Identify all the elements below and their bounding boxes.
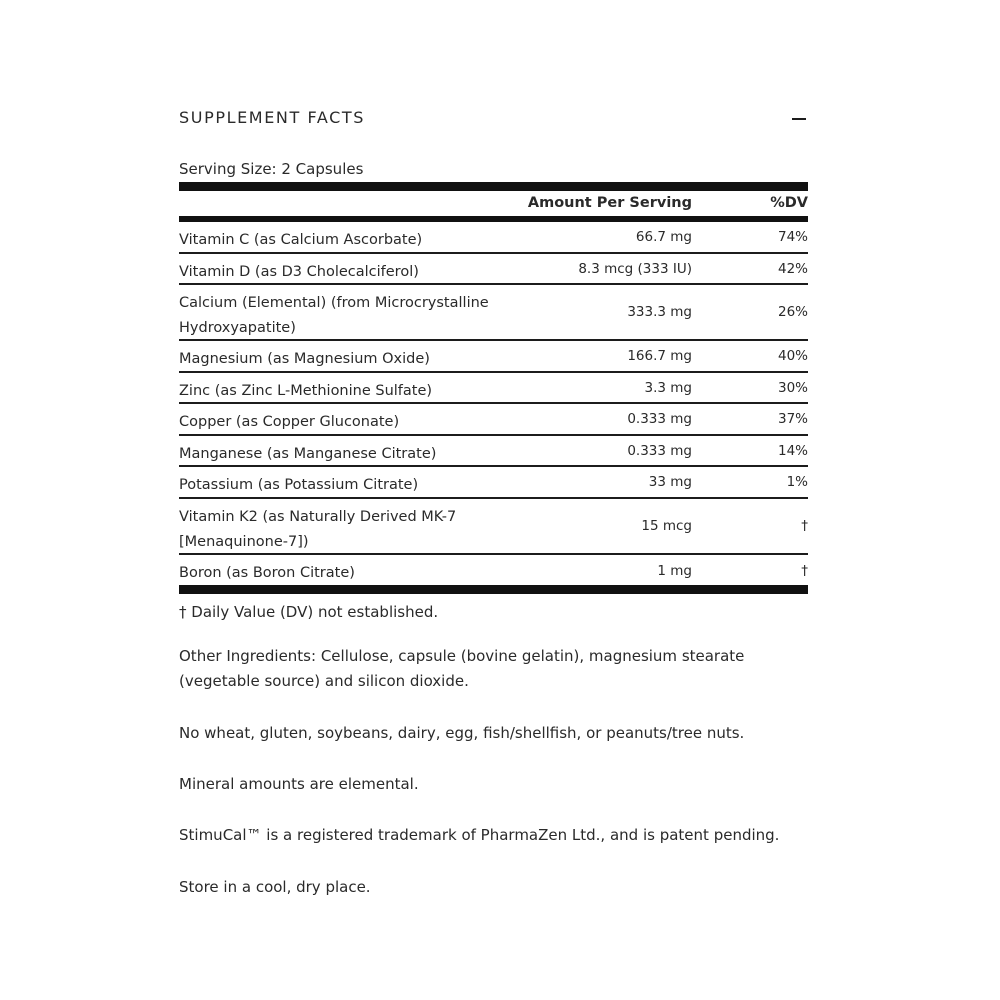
column-header-amount: Amount Per Serving [527, 195, 692, 211]
nutrient-dv: 26% [777, 304, 808, 320]
nutrient-name: Calcium (Elemental) (from Microcrystalline Hydroxyapatite) [179, 295, 489, 336]
column-header-dv: %DV [770, 195, 808, 211]
table-header-row [179, 191, 808, 216]
table-top-rule [179, 182, 808, 191]
nutrient-name: Manganese (as Manganese Citrate) [179, 445, 437, 462]
nutrient-name: Boron (as Boron Citrate) [179, 564, 355, 581]
nutrient-amount: 8.3 mcg (333 IU) [578, 260, 692, 277]
nutrient-amount: 3.3 mg [644, 379, 692, 396]
table-row [179, 436, 808, 468]
nutrient-dv: 40% [777, 348, 808, 364]
nutrient-name: Copper (as Copper Gluconate) [179, 414, 400, 430]
nutrient-dv: 30% [777, 379, 808, 396]
trademark-note: StimuCal™ is a registered trademark of PharmaZen Ltd., and is patent pending. [179, 826, 780, 844]
other-ingredients: Other Ingredients: Cellulose, capsule (bovine gelatin), magnesium stearate (vegetable source) and silicon dioxide. [179, 647, 745, 690]
table-row [179, 222, 808, 254]
nutrient-name: Magnesium (as Magnesium Oxide) [179, 351, 430, 367]
nutrient-amount: 0.333 mg [627, 411, 692, 427]
table-bottom-rule [179, 585, 808, 594]
table-row [179, 341, 808, 373]
table-row [179, 467, 808, 499]
supplement-facts-panel [179, 108, 808, 896]
table-row [179, 285, 808, 341]
table-row [179, 404, 808, 436]
serving-size: Serving Size: 2 Capsules [179, 160, 364, 178]
nutrient-dv: 42% [777, 260, 808, 277]
nutrient-dv: 74% [777, 229, 808, 245]
nutrient-amount: 333.3 mg [627, 304, 692, 320]
nutrient-amount: 0.333 mg [627, 442, 692, 459]
storage-note: Store in a cool, dry place. [179, 878, 371, 896]
facts-table [179, 182, 808, 594]
table-row [179, 373, 808, 405]
nutrient-name: Vitamin K2 (as Naturally Derived MK-7 [Menaquinone-7]) [179, 508, 457, 550]
nutrient-dv: † [801, 517, 808, 534]
nutrient-dv: 37% [777, 411, 808, 427]
minus-icon-bar [792, 118, 806, 120]
nutrient-amount: 66.7 mg [635, 229, 692, 245]
table-row [179, 499, 808, 555]
mineral-note: Mineral amounts are elemental. [179, 775, 419, 793]
nutrient-dv: † [801, 562, 808, 579]
minus-icon[interactable] [790, 110, 808, 128]
nutrient-name: Zinc (as Zinc L-Methionine Sulfate) [179, 382, 433, 399]
nutrient-amount: 33 mg [648, 474, 692, 490]
nutrient-dv: 14% [777, 442, 808, 459]
nutrient-name: Vitamin D (as D3 Cholecalciferol) [179, 263, 419, 280]
dv-footnote: † Daily Value (DV) not established. [179, 603, 439, 621]
nutrient-amount: 1 mg [657, 562, 692, 579]
table-row [179, 555, 808, 585]
nutrient-dv: 1% [786, 474, 808, 490]
panel-header[interactable] [179, 108, 808, 132]
panel-title: SUPPLEMENT FACTS [179, 108, 366, 127]
nutrient-name: Potassium (as Potassium Citrate) [179, 477, 419, 493]
nutrient-name: Vitamin C (as Calcium Ascorbate) [179, 232, 423, 248]
table-row [179, 254, 808, 286]
nutrient-amount: 15 mcg [641, 517, 692, 534]
allergen-statement: No wheat, gluten, soybeans, dairy, egg, fish/shellfish, or peanuts/tree nuts. [179, 724, 745, 742]
nutrient-amount: 166.7 mg [627, 348, 692, 364]
